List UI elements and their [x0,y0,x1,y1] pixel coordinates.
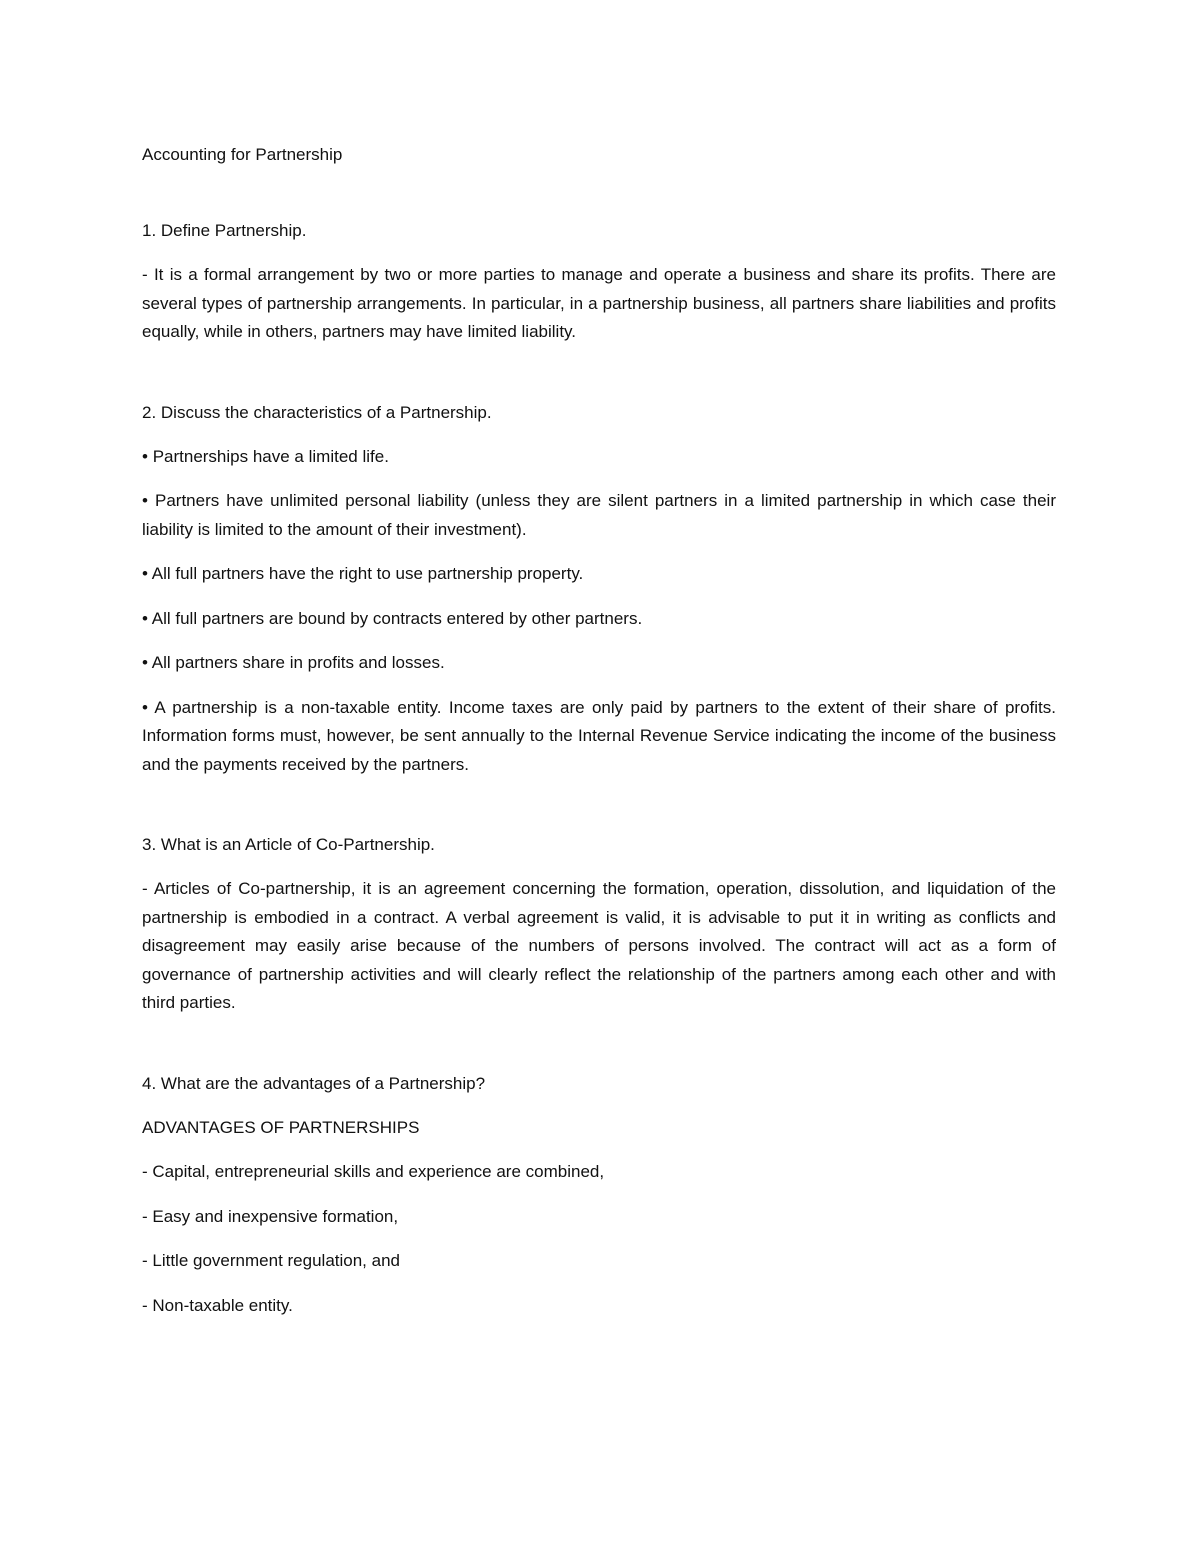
question-4: 4. What are the advantages of a Partnership? [142,1073,486,1093]
bullet-icon: • [142,697,148,717]
list-item: - Easy and inexpensive formation, [142,1206,399,1226]
list-item-text: Partners have unlimited personal liability (unless they are silent partners in a limited partnership in which case their liability is limited to the amount of their investment). [142,491,1056,539]
list-item [142,605,1056,634]
question-3: 3. What is an Article of Co-Partnership. [142,835,435,854]
list-item-text: A partnership is a non-taxable entity. Income taxes are only paid by partners to the extent of their share of profits. Information forms must, however, be sent annually to the Internal Revenue Service indicating the income of the business and the payments received by the partners. [142,697,1056,774]
question-1: 1. Define Partnership. [142,221,307,240]
list-item [142,560,1056,589]
advantages-heading: ADVANTAGES OF PARTNERSHIPS [142,1117,420,1137]
list-item: - Non-taxable entity. [142,1295,293,1315]
advantages-list [142,1158,1056,1320]
list-item [142,649,1056,678]
section-define-partnership [142,217,1056,347]
list-item-text: Partnerships have a limited life. [152,446,389,466]
section-advantages [142,1070,1056,1321]
section-article-of-co-partnership [142,831,1056,1018]
bullet-icon: • [142,608,148,628]
list-item: - Capital, entrepreneurial skills and experience are combined, [142,1162,605,1181]
section-characteristics [142,399,1056,780]
list-item [142,694,1056,780]
list-item: - Little government regulation, and [142,1251,400,1270]
answer-3-paragraph: - Articles of Co-partnership, it is an agreement concerning the formation, operation, dissolution, and liquidation of the partnership is embodied in a contract. A verbal agreement is valid, it is advisable to put it in writing as conflicts and disagreement may easily arise because of the numbers of persons involved. The contract will act as a form of governance of partnership activities and will clearly reflect the relationship of the partners among each other and with third parties. [142,879,1056,1012]
list-item [142,487,1056,544]
answer-1-paragraph: - It is a formal arrangement by two or more parties to manage and operate a business and share its profits. There are several types of partnership arrangements. In particular, in a partnership business, all partners share liabilities and profits equally, while in others, partners may have limited liability. [142,265,1056,341]
characteristics-list [142,443,1056,780]
bullet-icon: • [142,653,148,672]
bullet-icon: • [142,564,148,583]
list-item-text: All full partners have the right to use partnership property. [151,564,584,583]
list-item-text: All partners share in profits and losses. [151,653,445,672]
bullet-icon: • [142,491,148,510]
list-item-text: All full partners are bound by contracts entered by other partners. [151,608,643,628]
document-content [142,141,1056,1320]
bullet-icon: • [142,446,148,466]
list-item [142,443,1056,472]
question-2: 2. Discuss the characteristics of a Partnership. [142,402,492,422]
document-title: Accounting for Partnership [142,145,343,164]
